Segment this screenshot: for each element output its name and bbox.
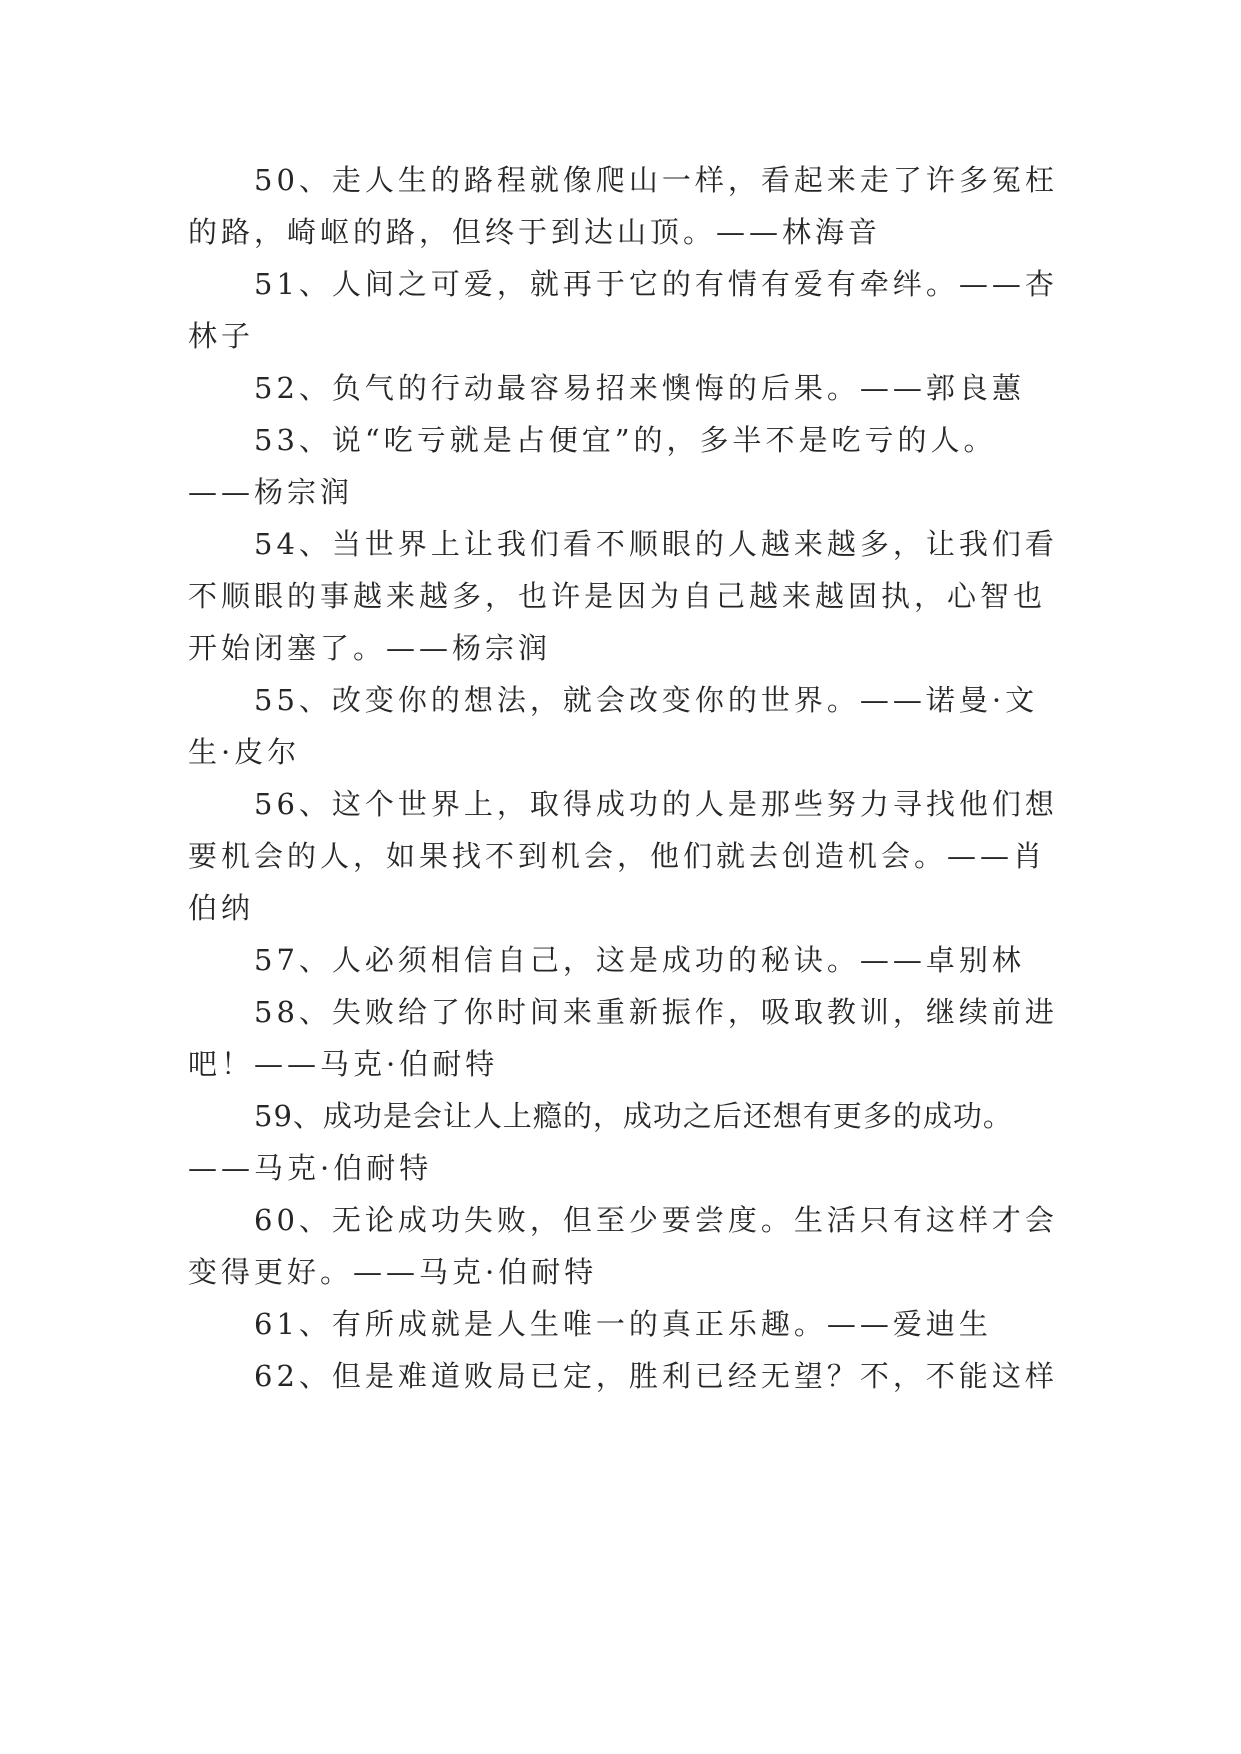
quote-56-line-2: 要机会的人，如果找不到机会，他们就去创造机会。——肖 xyxy=(188,839,1047,873)
quote-60-line-1: 60、无论成功失败，但至少要尝度。生活只有这样才会 xyxy=(254,1203,1058,1237)
quote-61-line-1: 61、有所成就是人生唯一的真正乐趣。——爱迪生 xyxy=(254,1307,992,1341)
quote-59-line-1: 59、成功是会让人上瘾的，成功之后还想有更多的成功。 xyxy=(254,1099,1013,1133)
quote-58-line-1: 58、失败给了你时间来重新振作，吸取教训，继续前进 xyxy=(254,995,1058,1029)
quote-56-line-3: 伯纳 xyxy=(188,891,255,925)
quote-55-line-1: 55、改变你的想法，就会改变你的世界。——诺曼·文 xyxy=(254,683,1039,717)
quote-57-line-1: 57、人必须相信自己，这是成功的秘诀。——卓别林 xyxy=(254,943,1025,977)
quote-54-line-2: 不顺眼的事越来越多，也许是因为自己越来越固执，心智也 xyxy=(188,579,1047,613)
quote-51-line-1: 51、人间之可爱，就再于它的有情有爱有牵绊。——杏 xyxy=(254,267,1058,301)
quote-56-line-1: 56、这个世界上，取得成功的人是那些努力寻找他们想 xyxy=(254,787,1058,821)
quote-52-line-1: 52、负气的行动最容易招来懊悔的后果。——郭良蕙 xyxy=(254,371,1025,405)
quote-51-line-2: 林子 xyxy=(188,319,255,353)
quote-62-line-1: 62、但是难道败局已定，胜利已经无望？不，不能这样 xyxy=(254,1359,1058,1393)
quote-54-line-3: 开始闭塞了。——杨宗润 xyxy=(188,631,552,665)
quote-54-line-1: 54、当世界上让我们看不顺眼的人越来越多，让我们看 xyxy=(254,527,1058,561)
quote-50-line-2: 的路，崎岖的路，但终于到达山顶。——林海音 xyxy=(188,215,882,249)
quote-60-line-2: 变得更好。——马克·伯耐特 xyxy=(188,1255,598,1289)
quote-59-line-2: ——马克·伯耐特 xyxy=(188,1151,433,1185)
quote-53-line-2: ——杨宗润 xyxy=(188,475,354,509)
quote-53-line-1: 53、说“吃亏就是占便宜”的，多半不是吃亏的人。 xyxy=(254,423,997,457)
quote-55-line-2: 生·皮尔 xyxy=(188,735,301,769)
quote-50-line-1: 50、走人生的路程就像爬山一样，看起来走了许多冤枉 xyxy=(254,163,1058,197)
quote-58-line-2: 吧！——马克·伯耐特 xyxy=(188,1047,499,1081)
